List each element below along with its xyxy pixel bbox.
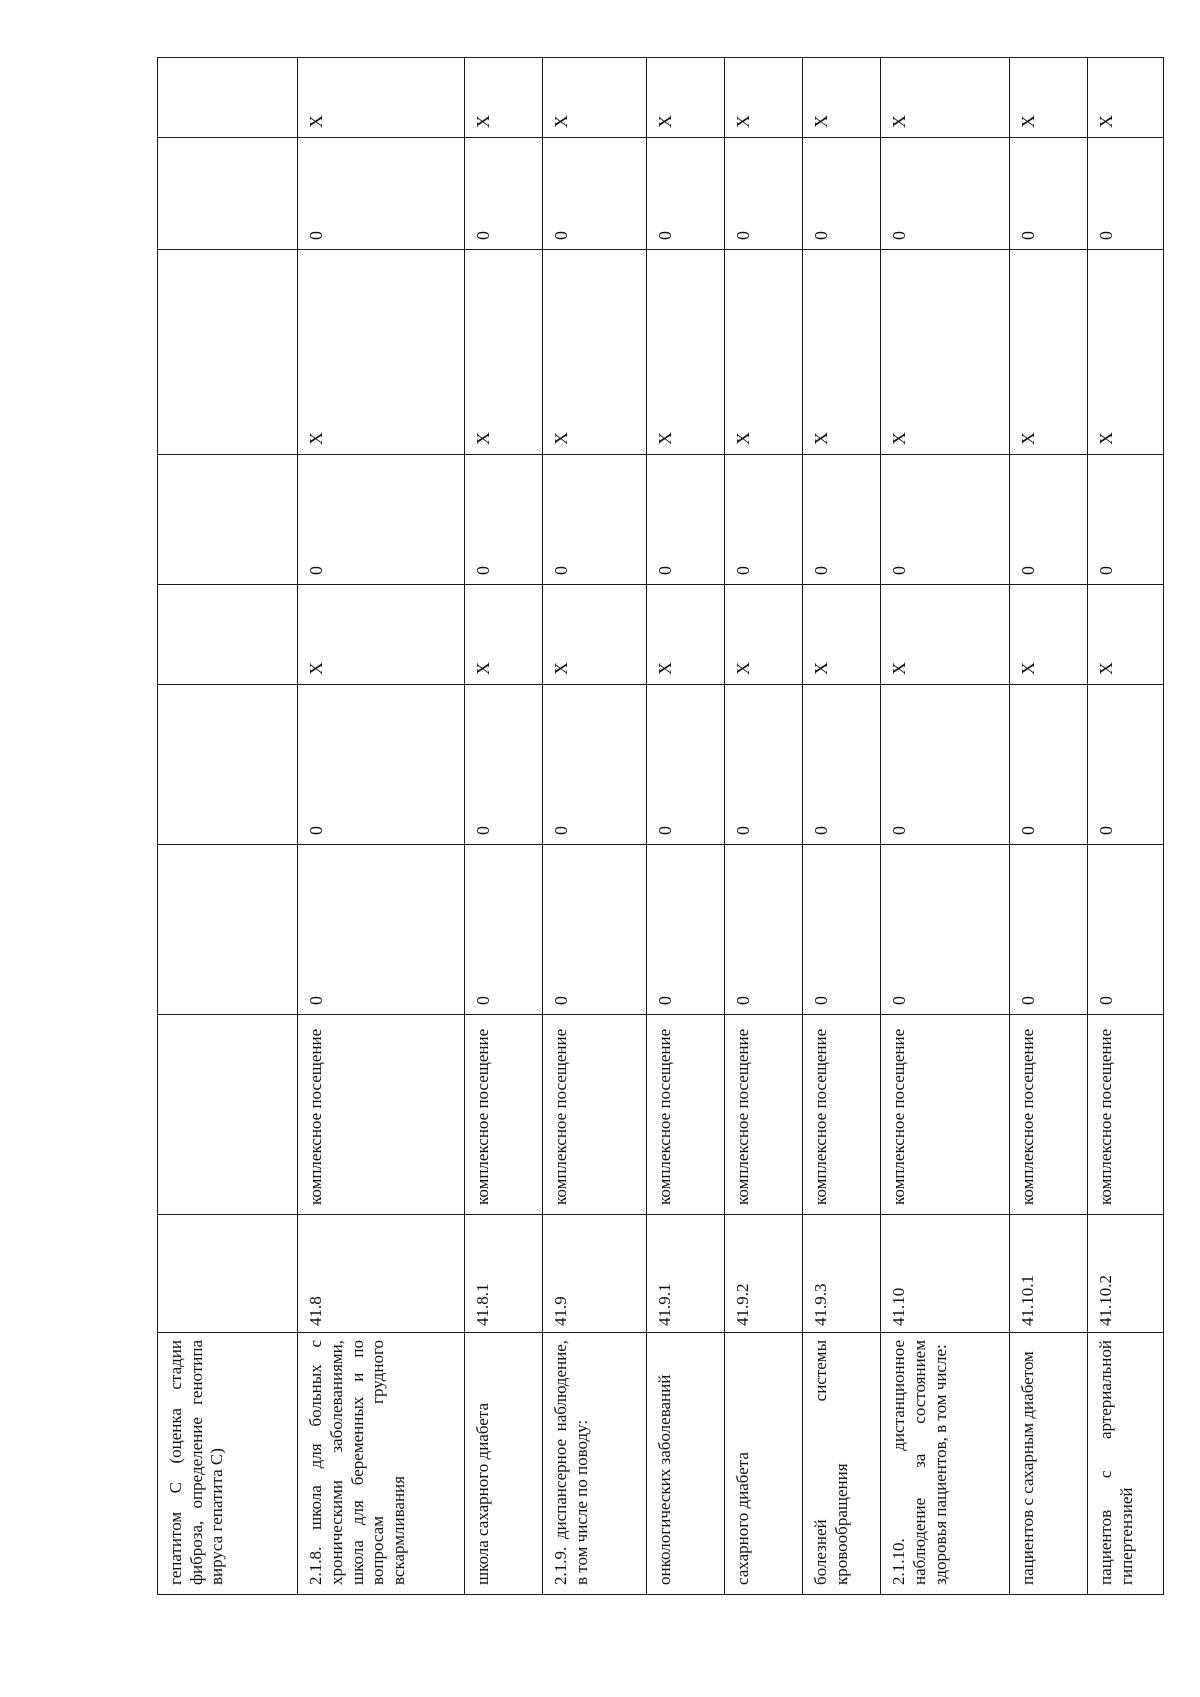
table-row [543,58,646,1595]
value-cell: X [298,250,465,455]
value-cell: X [543,250,646,455]
value-cell: 0 [881,685,1010,845]
row-code: 41.10 [881,1215,1010,1333]
value-cell: 0 [464,138,542,250]
value-cell: X [1088,585,1164,685]
value-cell: 0 [724,138,802,250]
value-cell: X [802,250,880,455]
row-code: 41.9.1 [646,1215,724,1333]
unit-cell: комплексное посещение [724,1015,802,1215]
row-code: 41.9.2 [724,1215,802,1333]
table-row [1088,58,1164,1595]
value-cell: X [464,58,542,138]
value-cell: 0 [543,455,646,585]
value-cell [158,58,298,138]
value-cell: X [464,585,542,685]
row-code: 41.10.1 [1009,1215,1087,1333]
table-row [298,58,465,1595]
value-cell: 0 [298,845,465,1015]
value-cell: 0 [802,138,880,250]
value-cell: 0 [1088,138,1164,250]
value-cell: 0 [464,685,542,845]
unit-cell: комплексное посещение [1009,1015,1087,1215]
table-row [1009,58,1087,1595]
value-cell: X [1088,58,1164,138]
value-cell: X [802,585,880,685]
unit-cell: комплексное посещение [298,1015,465,1215]
value-cell: 0 [724,455,802,585]
value-cell: 0 [802,845,880,1015]
value-cell: 0 [543,845,646,1015]
value-cell: X [543,585,646,685]
row-code: 41.9.3 [802,1215,880,1333]
unit-cell: комплексное посещение [646,1015,724,1215]
value-cell: 0 [646,845,724,1015]
row-code [158,1215,298,1333]
value-cell: X [646,250,724,455]
value-cell: X [1009,585,1087,685]
value-cell: 0 [881,845,1010,1015]
table-row [158,58,298,1595]
value-cell: X [881,58,1010,138]
value-cell: 0 [1009,138,1087,250]
value-cell: X [646,58,724,138]
table-row [881,58,1010,1595]
service-name: пациентов с артериальной гипертензией [1088,1333,1164,1595]
value-cell [158,455,298,585]
value-cell: 0 [543,138,646,250]
value-cell: 0 [298,455,465,585]
row-code: 41.8.1 [464,1215,542,1333]
value-cell: X [1009,58,1087,138]
value-cell [158,585,298,685]
value-cell: X [298,585,465,685]
table-row [464,58,542,1595]
value-cell: 0 [646,455,724,585]
value-cell: 0 [881,138,1010,250]
service-name: болезней системы кровообращения [802,1333,880,1595]
value-cell: X [543,58,646,138]
value-cell: 0 [1088,455,1164,585]
value-cell: 0 [543,685,646,845]
value-cell: 0 [1009,685,1087,845]
value-cell: 0 [1088,685,1164,845]
table-row [724,58,802,1595]
table-row [646,58,724,1595]
value-cell: 0 [646,685,724,845]
unit-cell: комплексное посещение [464,1015,542,1215]
unit-cell: комплексное посещение [802,1015,880,1215]
value-cell: 0 [646,138,724,250]
value-cell: 0 [802,455,880,585]
service-name: школа сахарного диабета [464,1333,542,1595]
service-name: гепатитом С (оценка стадии фиброза, определение генотипа вируса гепатита С) [158,1333,298,1595]
value-cell: X [724,585,802,685]
value-cell: X [646,585,724,685]
value-cell: 0 [1009,455,1087,585]
service-name: пациентов с сахарным диабетом [1009,1333,1087,1595]
row-code: 41.9 [543,1215,646,1333]
value-cell [158,685,298,845]
rotated-page [157,117,1164,1595]
value-cell: X [881,585,1010,685]
row-code: 41.10.2 [1088,1215,1164,1333]
value-cell: X [298,58,465,138]
value-cell: 0 [464,455,542,585]
value-cell [158,845,298,1015]
table-body [158,58,1164,1595]
service-name: онкологических заболеваний [646,1333,724,1595]
service-name: 2.1.10. дистанционное наблюдение за состоянием здоровья пациентов, в том числе: [881,1333,1010,1595]
value-cell [158,138,298,250]
service-name: 2.1.8. школа для больных с хроническими заболеваниями, школа для беременных и по вопросам грудного вскармливания [298,1333,465,1595]
unit-cell [158,1015,298,1215]
value-cell: 0 [298,685,465,845]
value-cell: X [802,58,880,138]
service-name: 2.1.9. диспансерное наблюдение, в том числе по поводу: [543,1333,646,1595]
value-cell: 0 [724,685,802,845]
value-cell: 0 [298,138,465,250]
value-cell [158,250,298,455]
row-code: 41.8 [298,1215,465,1333]
value-cell: 0 [1009,845,1087,1015]
value-cell: 0 [1088,845,1164,1015]
value-cell: X [881,250,1010,455]
value-cell: X [724,250,802,455]
unit-cell: комплексное посещение [543,1015,646,1215]
service-name: сахарного диабета [724,1333,802,1595]
value-cell: 0 [724,845,802,1015]
value-cell: X [1009,250,1087,455]
unit-cell: комплексное посещение [1088,1015,1164,1215]
value-cell: X [1088,250,1164,455]
value-cell: 0 [881,455,1010,585]
services-table [157,57,1164,1595]
table-row [802,58,880,1595]
value-cell: X [464,250,542,455]
value-cell: 0 [464,845,542,1015]
value-cell: X [724,58,802,138]
unit-cell: комплексное посещение [881,1015,1010,1215]
value-cell: 0 [802,685,880,845]
